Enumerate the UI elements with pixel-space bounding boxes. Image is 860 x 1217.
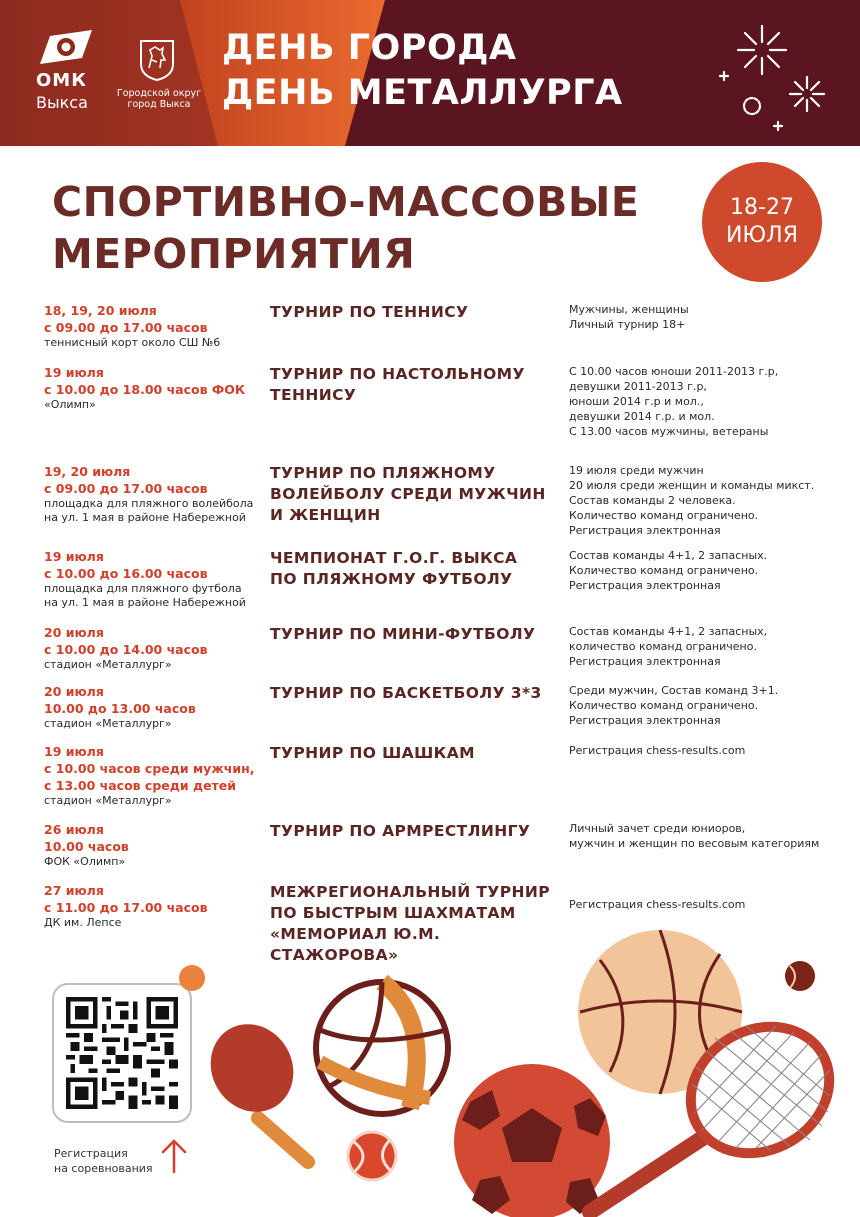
date-badge: 18-27 ИЮЛЯ xyxy=(702,162,822,282)
event-notes: Состав команды 4+1, 2 запасных, количество команд ограничено. Регистрация электронная xyxy=(569,625,768,668)
event-date: 19 июля с 10.00 до 18.00 часов ФОК «Олимп» xyxy=(44,365,246,411)
brand-city: Выкса xyxy=(36,93,88,112)
qr-code-icon xyxy=(66,997,178,1109)
event-date: 26 июля 10.00 часов ФОК «Олимп» xyxy=(44,822,129,868)
event-notes: Состав команды 4+1, 2 запасных. Количество команд ограничено. Регистрация электронная xyxy=(569,549,768,592)
event-date: 19 июля с 10.00 до 16.00 часов площадка для пляжного футбола на ул. 1 мая в районе Набережной xyxy=(44,549,246,609)
omk-logo-icon xyxy=(36,30,100,64)
event-date: 20 июля 10.00 до 13.00 часов стадион «Металлург» xyxy=(44,684,196,730)
event-date: 19, 20 июля с 09.00 до 17.00 часов площадка для пляжного волейбола на ул. 1 мая в районе Набережной xyxy=(44,464,254,524)
event-name: МЕЖРЕГИОНАЛЬНЫЙ ТУРНИР ПО БЫСТРЫМ ШАХМАТАМ «МЕМОРИАЛ Ю.М. СТАЖОРОВА» xyxy=(270,883,551,964)
event-name: ТУРНИР ПО БАСКЕТБОЛУ 3*3 xyxy=(270,684,542,702)
event-date: 19 июля с 10.00 часов среди мужчин, с 13.00 часов среди детей стадион «Металлург» xyxy=(44,744,255,807)
sports-equipment-illustration xyxy=(170,930,860,1217)
event-name: ТУРНИР ПО ТЕННИСУ xyxy=(270,303,469,321)
fireworks-icon xyxy=(712,16,832,141)
header-title: ДЕНЬ ГОРОДА ДЕНЬ МЕТАЛЛУРГА xyxy=(222,28,623,113)
coat-of-arms-icon xyxy=(138,38,176,82)
header-banner xyxy=(0,0,860,146)
event-date: 18, 19, 20 июля с 09.00 до 17.00 часов теннисный корт около СШ №6 xyxy=(44,303,221,349)
registration-label: Регистрация на соревнования xyxy=(54,1147,153,1175)
event-notes: Регистрация chess-results.com xyxy=(569,898,746,911)
ping-pong-paddle-icon xyxy=(195,1009,309,1162)
event-notes: Мужчины, женщины Личный турнир 18+ xyxy=(569,303,689,331)
soccer-ball-icon xyxy=(454,1064,610,1217)
event-name: ЧЕМПИОНАТ Г.О.Г. ВЫКСА ПО ПЛЯЖНОМУ ФУТБОЛУ xyxy=(270,549,518,588)
event-date: 27 июля с 11.00 до 17.00 часов ДК им. Лепсе xyxy=(44,883,208,929)
small-ball-icon xyxy=(179,965,205,991)
brand-name: ОМК xyxy=(36,70,87,91)
event-name: ТУРНИР ПО НАСТОЛЬНОМУ ТЕННИСУ xyxy=(270,365,525,404)
event-name: ТУРНИР ПО ШАШКАМ xyxy=(270,744,475,762)
event-notes: 19 июля среди мужчин 20 июля среди женщин и команды микст. Состав команды 2 человека. Количество команд ограничено. Регистрация электронная xyxy=(569,464,815,537)
volleyball-icon xyxy=(316,982,448,1114)
event-date: 20 июля с 10.00 до 14.00 часов стадион «Металлург» xyxy=(44,625,208,671)
event-notes: Регистрация chess-results.com xyxy=(569,744,746,757)
event-name: ТУРНИР ПО ПЛЯЖНОМУ ВОЛЕЙБОЛУ СРЕДИ МУЖЧИН И ЖЕНЩИН xyxy=(270,464,546,524)
event-name: ТУРНИР ПО АРМРЕСТЛИНГУ xyxy=(270,822,531,840)
dark-ball-icon xyxy=(785,961,815,991)
event-notes: Среди мужчин, Состав команд 3+1. Количество команд ограничено. Регистрация электронная xyxy=(569,684,779,727)
tennis-ball-icon xyxy=(348,1132,396,1180)
event-notes: Личный зачет среди юниоров, мужчин и женщин по весовым категориям xyxy=(569,822,820,850)
okrug-label: Городской округ город Выкса xyxy=(116,88,202,110)
event-name: ТУРНИР ПО МИНИ-ФУТБОЛУ xyxy=(270,625,536,643)
main-title: СПОРТИВНО-МАССОВЫЕ МЕРОПРИЯТИЯ xyxy=(52,178,640,278)
event-notes: С 10.00 часов юноши 2011-2013 г.р, девушки 2011-2013 г.р, юноши 2014 г.р и мол., девушки 2014 г.р. и мол. С 13.00 часов мужчины, ветераны xyxy=(569,365,779,438)
